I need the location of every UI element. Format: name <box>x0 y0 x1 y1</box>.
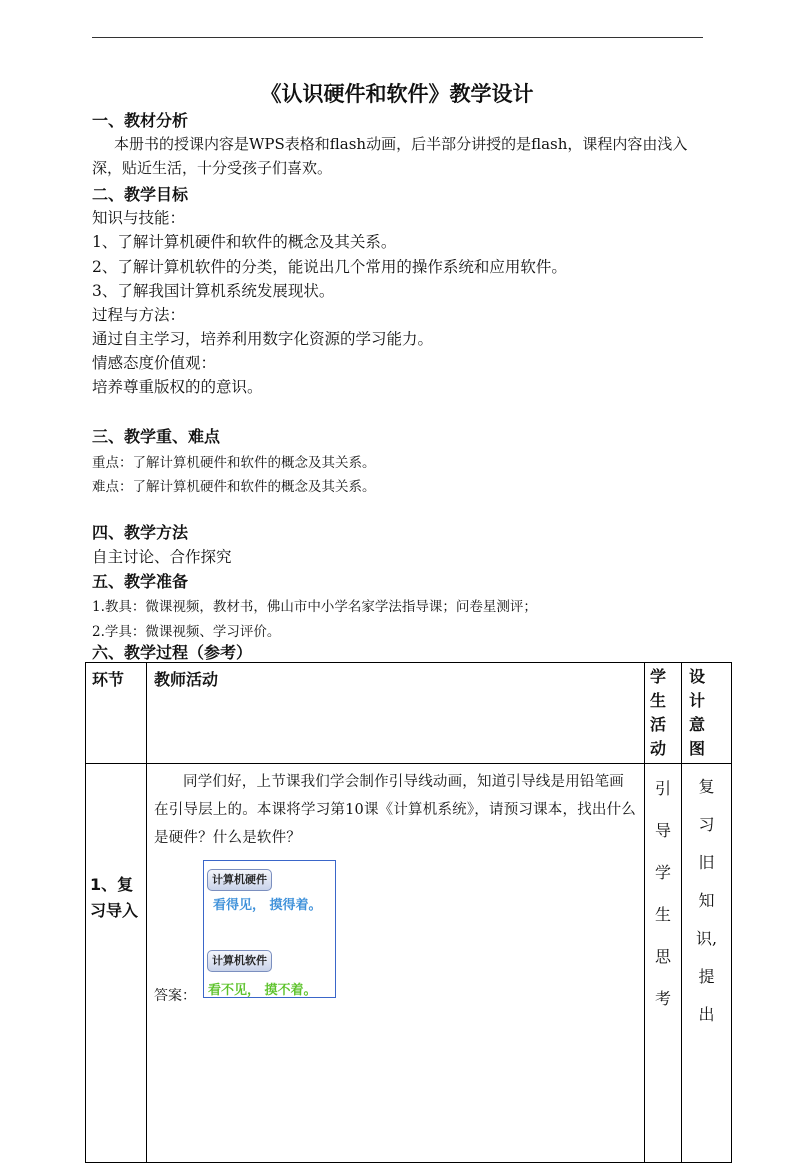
header-student-char: 活 <box>650 715 667 734</box>
design-intent-char: 出 <box>698 1005 715 1024</box>
section-heading-process: 六、教学过程（参考） <box>92 643 253 662</box>
header-stage: 环节 <box>86 663 147 764</box>
student-activity-char: 学 <box>654 863 671 882</box>
hardware-description: 看得见， 摸得着。 <box>213 898 322 913</box>
materials-paragraph <box>92 132 702 180</box>
design-intent-char: 识, <box>695 929 718 948</box>
design-intent-char: 复 <box>698 777 715 796</box>
student-activity-char: 生 <box>654 905 671 924</box>
section-heading-methods: 四、教学方法 <box>92 523 189 542</box>
table-row <box>86 764 732 1163</box>
design-intent-cell <box>682 764 732 1163</box>
header-teacher-activity: 教师活动 <box>147 663 645 764</box>
software-description: 看不见， 摸不着。 <box>208 983 317 998</box>
header-design-char: 图 <box>689 739 706 758</box>
difficult-point: 难点：了解计算机硬件和软件的概念及其关系。 <box>92 479 376 495</box>
software-chip: 计算机软件 <box>207 950 272 972</box>
objective-knowledge-label: 知识与技能： <box>92 209 186 227</box>
section-heading-objectives: 二、教学目标 <box>92 185 189 204</box>
teacher-activity-cell <box>147 764 645 1163</box>
section-heading-materials: 一、教材分析 <box>92 111 189 130</box>
objective-emotion-label: 情感态度价值观： <box>92 354 217 372</box>
header-student-char: 学 <box>650 667 667 686</box>
objective-knowledge-2: 2、了解计算机软件的分类，能说出几个常用的操作系统和应用软件。 <box>92 258 567 276</box>
stage-cell: 1、复习导入 <box>86 764 147 1163</box>
header-student-char: 动 <box>650 739 667 758</box>
objective-knowledge-3: 3、了解我国计算机系统发展现状。 <box>92 282 335 300</box>
student-activity-char: 考 <box>654 989 671 1008</box>
section-heading-key-points: 三、教学重、难点 <box>92 427 221 446</box>
table-header-row <box>86 663 732 764</box>
design-intent-char: 提 <box>698 967 715 986</box>
design-intent-char: 习 <box>698 815 715 834</box>
student-activity-cell <box>645 764 682 1163</box>
student-activity-char: 导 <box>654 821 671 840</box>
teaching-process-table <box>85 662 732 1163</box>
answer-label: 答案： <box>154 988 196 1004</box>
header-design-intent <box>682 663 732 764</box>
header-design-char: 计 <box>689 691 706 710</box>
objective-method-label: 过程与方法： <box>92 306 186 324</box>
student-activity-char: 引 <box>654 779 671 798</box>
student-activity-char: 思 <box>654 947 671 966</box>
key-point: 重点：了解计算机硬件和软件的概念及其关系。 <box>92 455 376 471</box>
objective-knowledge-1: 1、了解计算机硬件和软件的概念及其关系。 <box>92 233 397 251</box>
header-student-char: 生 <box>650 691 667 710</box>
section-heading-preparation: 五、教学准备 <box>92 572 189 591</box>
header-rule <box>92 37 703 38</box>
header-student-activity <box>645 663 682 764</box>
hardware-chip: 计算机硬件 <box>207 869 272 891</box>
design-intent-char: 旧 <box>698 853 715 872</box>
methods-text: 自主讨论、合作探究 <box>92 548 232 566</box>
preparation-student: 2.学具：微课视频、学习评价。 <box>92 624 281 640</box>
teacher-activity-text: 同学们好，上节课我们学会制作引导线动画，知道引导线是用铅笔画在引导层上的。本课将学习第10课《计算机系统》，请预习课本，找出什么是硬件？什么是软件？ <box>154 774 636 846</box>
objective-emotion-text: 培养尊重版权的的意识。 <box>92 378 263 396</box>
objective-method-text: 通过自主学习，培养利用数字化资源的学习能力。 <box>92 330 434 348</box>
header-design-char: 意 <box>689 715 706 734</box>
preparation-teacher: 1.教具：微课视频，教材书，佛山市中小学名家学法指导课；问卷星测评； <box>92 599 537 615</box>
hardware-software-image <box>203 860 336 998</box>
design-intent-char: 知 <box>698 891 715 910</box>
header-design-char: 设 <box>689 667 706 686</box>
materials-text: 本册书的授课内容是WPS表格和flash动画，后半部分讲授的是flash，课程内容由浅入深，贴近生活，十分受孩子们喜欢。 <box>92 135 688 177</box>
document-title: 《认识硬件和软件》教学设计 <box>260 82 534 106</box>
